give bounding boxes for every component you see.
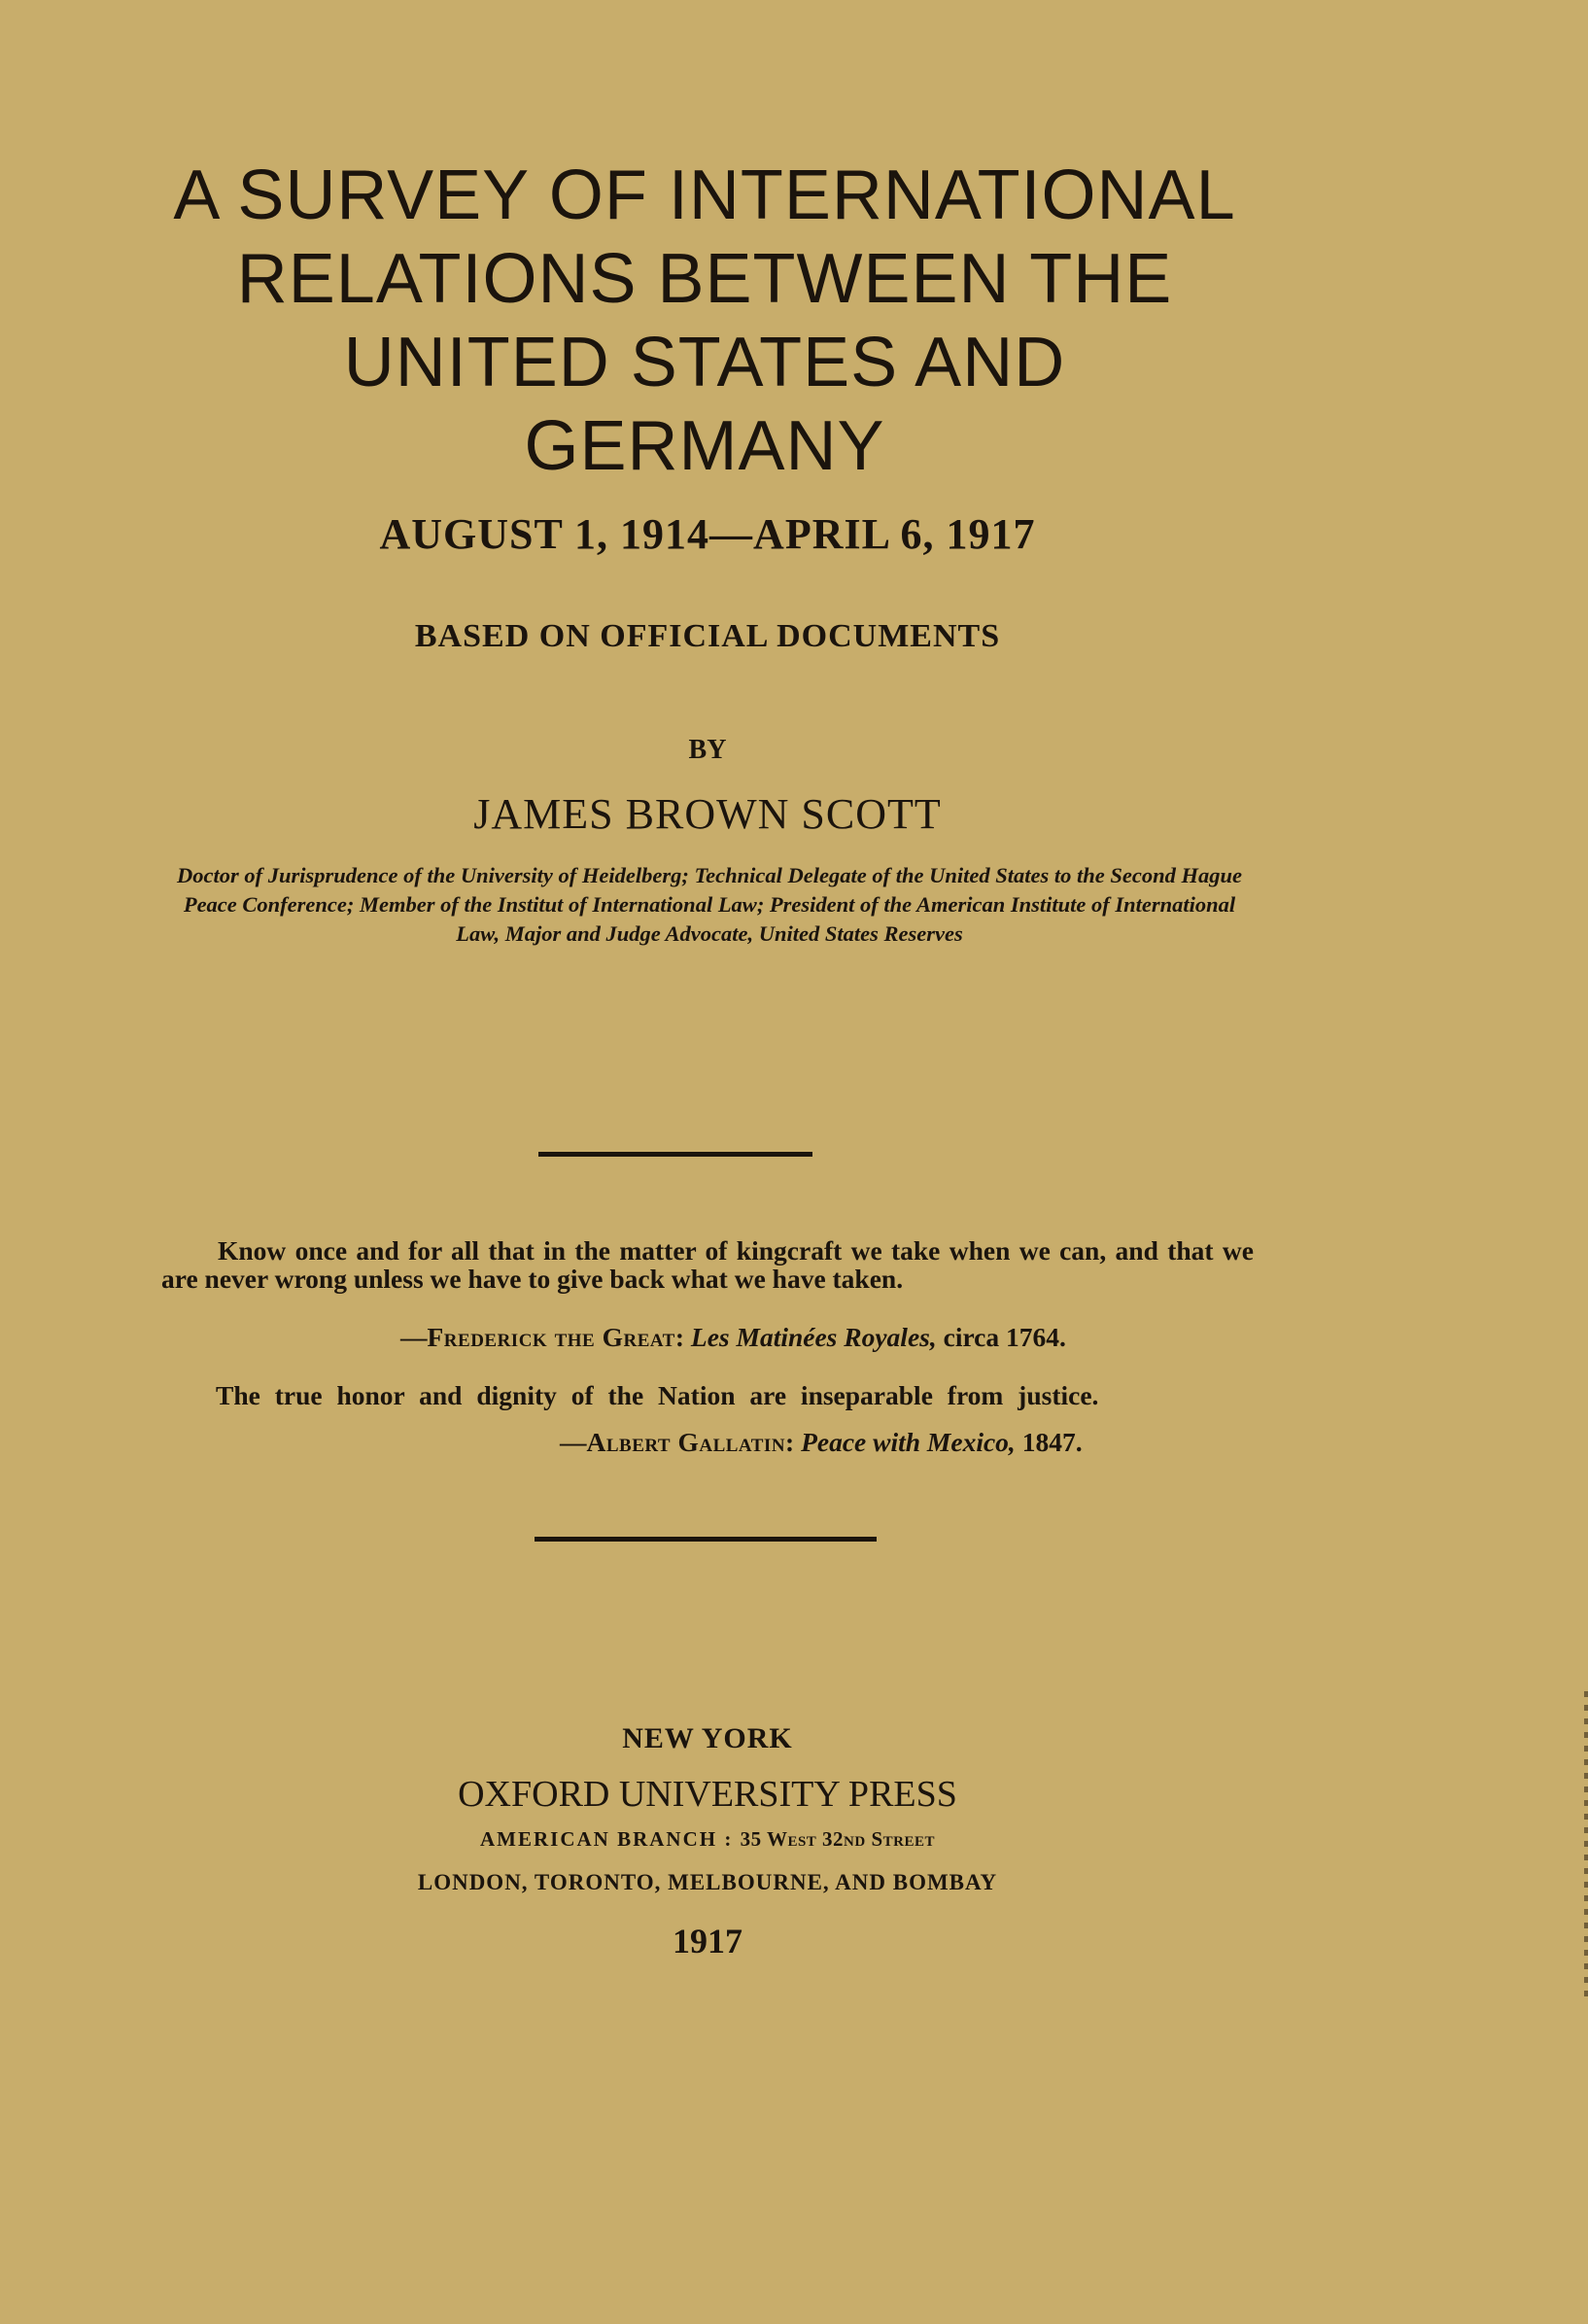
branch-label: AMERICAN BRANCH : bbox=[480, 1827, 734, 1851]
epigraph-quote: The true honor and dignity of the Nation are inseparable from justice. bbox=[216, 1380, 1099, 1410]
publisher-branch bbox=[0, 1827, 1415, 1852]
book-title bbox=[58, 154, 1351, 488]
attribution-work: Les Matinées Royales, bbox=[690, 1322, 937, 1352]
branch-address: 35 West 32nd Street bbox=[740, 1827, 935, 1851]
publication-year: 1917 bbox=[673, 1922, 742, 1960]
attribution-dash: — bbox=[560, 1427, 587, 1457]
by-line: BY bbox=[688, 735, 727, 765]
title-line: GERMANY bbox=[524, 407, 885, 485]
attribution-author: Frederick the Great bbox=[427, 1322, 675, 1352]
epigraph-quote: Know once and for all that in the matter of kingcraft we take when we can, and that we are never wrong unless we have to give back what we have taken. bbox=[161, 1235, 1254, 1294]
subtitle: BASED ON OFFICIAL DOCUMENTS bbox=[414, 618, 1001, 654]
date-range: AUGUST 1, 1914—APRIL 6, 1917 bbox=[379, 510, 1036, 558]
attribution-author: Albert Gallatin bbox=[586, 1427, 786, 1457]
publisher-cities: LONDON, TORONTO, MELBOURNE, AND BOMBAY bbox=[417, 1870, 998, 1894]
author-name: JAMES BROWN SCOTT bbox=[473, 790, 942, 838]
title-line: UNITED STATES AND bbox=[343, 324, 1066, 401]
title-line: A SURVEY OF INTERNATIONAL bbox=[173, 156, 1236, 234]
publisher-name: OXFORD UNIVERSITY PRESS bbox=[458, 1774, 957, 1815]
attribution-work: Peace with Mexico, bbox=[801, 1427, 1016, 1457]
author-credentials: Doctor of Jurisprudence of the University of Heidelberg; Technical Delegate of the United States to the Second Hague Peace Conference; Member of the Institut of International Law; President of the American Institute of International Law, Major and Judge Advocate, United States Reserves bbox=[177, 863, 1242, 946]
title-line: RELATIONS BETWEEN THE bbox=[236, 240, 1173, 318]
epigraph-attribution: —Albert Gallatin: Peace with Mexico, 1847. bbox=[560, 1427, 1083, 1457]
attribution-date: circa 1764. bbox=[943, 1322, 1066, 1352]
divider-rule bbox=[535, 1537, 877, 1542]
imprint-place: NEW YORK bbox=[622, 1722, 793, 1754]
attribution-date: 1847. bbox=[1021, 1427, 1083, 1457]
divider-rule bbox=[538, 1152, 812, 1157]
epigraph-attribution: —Frederick the Great: Les Matinées Royales, circa 1764. bbox=[400, 1322, 1066, 1352]
attribution-dash: — bbox=[400, 1322, 428, 1352]
page-edge-mark bbox=[1584, 1691, 1588, 2002]
